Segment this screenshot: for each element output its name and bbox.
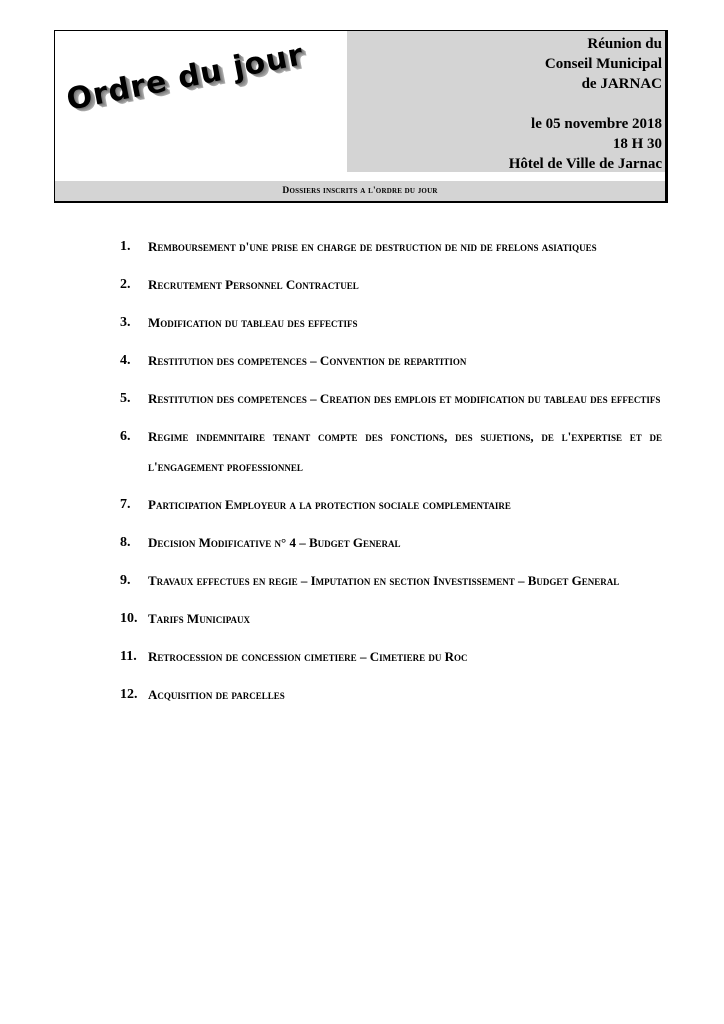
- meeting-location: Hôtel de Ville de Jarnac: [508, 156, 662, 172]
- agenda-item-text: Regime indemnitaire tenant compte des fonctions, des sujetions, de l'expertise et de l'engagement professionnel: [148, 429, 662, 474]
- agenda-item: [120, 422, 662, 482]
- dossiers-bar: Dossiers inscrits a l'ordre du jour: [55, 181, 665, 201]
- meeting-time: 18 H 30: [612, 136, 662, 152]
- meeting-line-1: Réunion du: [587, 36, 662, 52]
- agenda-item-text: Acquisition de parcelles: [148, 687, 285, 702]
- header-box: [54, 30, 668, 203]
- agenda-item: [120, 346, 662, 376]
- agenda-item: [120, 680, 662, 710]
- agenda-item-number: 6.: [120, 429, 131, 444]
- agenda-item-text: Restitution des competences – Creation des emplois et modification du tableau des effectifs: [148, 391, 661, 406]
- agenda-item-number: 12.: [120, 687, 138, 702]
- info-spacer: [347, 94, 662, 114]
- agenda-item-text: Decision Modificative n° 4 – Budget General: [148, 535, 401, 550]
- meeting-date: le 05 novembre 2018: [531, 116, 662, 132]
- agenda-item: [120, 604, 662, 634]
- agenda-item-number: 5.: [120, 391, 131, 406]
- agenda-item-number: 3.: [120, 315, 131, 330]
- agenda-item-text: Restitution des competences – Convention de repartition: [148, 353, 467, 368]
- agenda-item-number: 8.: [120, 535, 131, 550]
- meeting-info-panel: [347, 31, 665, 172]
- agenda-item: [120, 270, 662, 300]
- agenda-item-number: 2.: [120, 277, 131, 292]
- meeting-line-2: Conseil Municipal: [544, 56, 662, 72]
- agenda-item-text: Retrocession de concession cimetiere – Cimetiere du Roc: [148, 649, 468, 664]
- agenda-item: [120, 642, 662, 672]
- agenda-item-text: Remboursement d'une prise en charge de destruction de nid de frelons asiatiques: [148, 239, 597, 254]
- agenda-list: [120, 232, 662, 718]
- title-area: [55, 31, 347, 181]
- agenda-item-text: Modification du tableau des effectifs: [148, 315, 358, 330]
- agenda-item: [120, 384, 662, 414]
- agenda-item: [120, 308, 662, 338]
- agenda-item-number: 7.: [120, 497, 131, 512]
- agenda-item-number: 9.: [120, 573, 131, 588]
- agenda-item: [120, 232, 662, 262]
- agenda-item-number: 1.: [120, 239, 131, 254]
- agenda-item-number: 11.: [120, 649, 137, 664]
- agenda-item: [120, 490, 662, 520]
- agenda-item-number: 10.: [120, 611, 138, 626]
- agenda-item: [120, 566, 662, 596]
- agenda-item-text: Recrutement Personnel Contractuel: [148, 277, 359, 292]
- agenda-item-text: Participation Employeur a la protection sociale complementaire: [148, 497, 511, 512]
- agenda-item-text: Tarifs Municipaux: [148, 611, 251, 626]
- agenda-item: [120, 528, 662, 558]
- page-title: Ordre du jour: [63, 37, 307, 118]
- agenda-item-text: Travaux effectues en regie – Imputation en section Investissement – Budget General: [148, 573, 620, 588]
- agenda-item-number: 4.: [120, 353, 131, 368]
- meeting-line-3: de JARNAC: [581, 76, 662, 92]
